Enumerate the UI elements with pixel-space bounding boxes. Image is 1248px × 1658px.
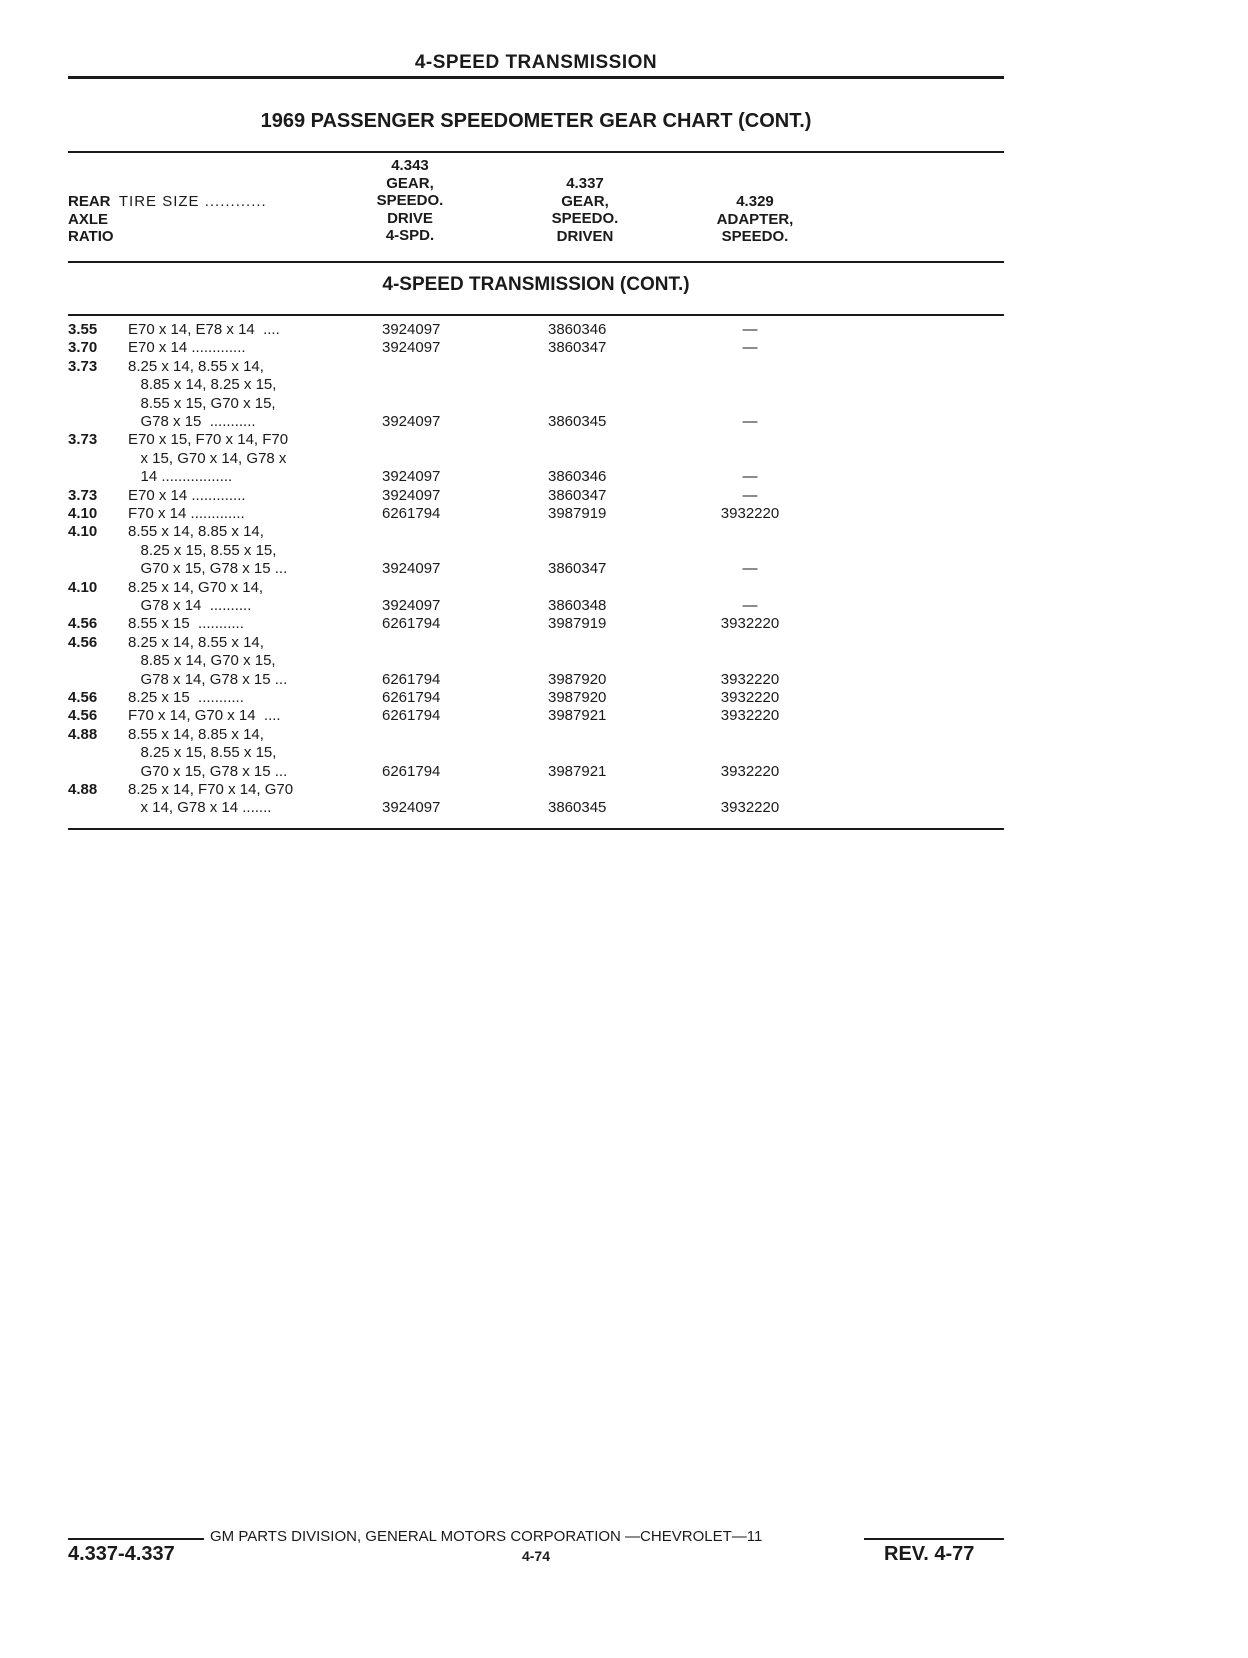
- cell-adapter: 3932220: [720, 615, 780, 633]
- cell-driven-gear: 3860345: [548, 799, 607, 817]
- cell-tire-size: x 15, G70 x 14, G78 x: [128, 449, 287, 467]
- cell-adapter: 3932220: [720, 670, 780, 688]
- cell-tire-size: 14 .................: [128, 468, 233, 486]
- header-driven-line: SPEEDO.: [551, 210, 619, 227]
- header-drive-line: DRIVE: [387, 209, 433, 227]
- section-title: 4-SPEED TRANSMISSION: [414, 52, 658, 73]
- cell-adapter: —: [742, 597, 758, 614]
- cell-adapter: 3932220: [720, 799, 780, 817]
- cell-drive-gear: 6261794: [382, 689, 441, 706]
- cell-driven-gear: 3987920: [548, 670, 607, 688]
- footer-rule-left: [68, 1538, 204, 1540]
- cell-ratio: 4.88: [68, 725, 98, 743]
- cell-ratio: 3.55: [68, 321, 98, 338]
- cell-driven-gear: 3860347: [548, 486, 607, 504]
- header-drive-line: SPEEDO.: [376, 192, 444, 209]
- rule-chart: [68, 151, 1004, 153]
- cell-tire-size: 8.55 x 14, 8.85 x 14,: [128, 725, 264, 743]
- header-drive-gear: [355, 157, 465, 245]
- cell-tire-size: E70 x 14 .............: [128, 339, 246, 357]
- cell-drive-gear: 3924097: [382, 597, 441, 614]
- footer-revision: REV. 4-77: [884, 1543, 975, 1565]
- cell-ratio: 3.73: [68, 431, 98, 449]
- header-tire-size: TIRE SIZE ............: [118, 193, 267, 210]
- cell-driven-gear: 3987919: [548, 505, 607, 522]
- cell-tire-size: 8.25 x 14, 8.55 x 14,: [128, 357, 264, 375]
- chart-title: 1969 PASSENGER SPEEDOMETER GEAR CHART (CONT.): [260, 110, 812, 132]
- cell-drive-gear: 3924097: [382, 799, 441, 817]
- cell-tire-size: E70 x 14 .............: [128, 486, 246, 504]
- cell-driven-gear: 3987921: [548, 707, 607, 725]
- cell-driven-gear: 3987919: [548, 615, 607, 633]
- cell-drive-gear: 3924097: [382, 486, 441, 504]
- cell-ratio: 4.10: [68, 523, 98, 541]
- header-driven-line: GEAR,: [561, 192, 609, 210]
- header-adapter: [690, 193, 820, 246]
- cell-tire-size: 8.55 x 14, 8.85 x 14,: [128, 523, 264, 541]
- cell-drive-gear: 6261794: [382, 707, 441, 725]
- cell-tire-size: E70 x 15, F70 x 14, F70: [128, 431, 289, 449]
- cell-adapter: 3932220: [720, 707, 780, 725]
- cell-ratio: 4.56: [68, 615, 98, 633]
- cell-tire-size: x 14, G78 x 14 .......: [128, 799, 272, 817]
- header-adapter-line: SPEEDO.: [721, 228, 789, 245]
- cell-drive-gear: 6261794: [382, 670, 441, 688]
- cell-adapter: 3932220: [720, 505, 780, 522]
- cell-ratio: 4.10: [68, 578, 98, 596]
- footer-page-number: 4-74: [521, 1548, 551, 1564]
- footer-corporation: GM PARTS DIVISION, GENERAL MOTORS CORPORATION —CHEVROLET—11: [210, 1528, 763, 1545]
- rule-top: [68, 76, 1004, 79]
- cell-ratio: 4.88: [68, 781, 98, 798]
- cell-tire-size: G70 x 15, G78 x 15 ...: [128, 560, 288, 578]
- cell-drive-gear: 3924097: [382, 468, 441, 486]
- cell-drive-gear: 3924097: [382, 321, 441, 338]
- cell-driven-gear: 3860346: [548, 321, 607, 338]
- cell-driven-gear: 3987920: [548, 689, 607, 706]
- cell-tire-size: 8.85 x 14, G70 x 15,: [128, 652, 276, 670]
- cell-driven-gear: 3860347: [548, 339, 607, 357]
- cell-ratio: 3.73: [68, 357, 98, 375]
- cell-driven-gear: 3860346: [548, 468, 607, 486]
- cell-drive-gear: 3924097: [382, 339, 441, 357]
- header-driven-line: 4.337: [566, 175, 604, 192]
- cell-ratio: 4.56: [68, 633, 98, 651]
- subheader-title: 4-SPEED TRANSMISSION (CONT.): [382, 274, 690, 295]
- cell-ratio: 4.56: [68, 689, 98, 706]
- header-adapter-line: 4.329: [736, 193, 774, 210]
- cell-adapter: 3932220: [720, 762, 780, 780]
- cell-tire-size: 8.25 x 14, F70 x 14, G70: [128, 781, 294, 798]
- rule-bottom: [68, 828, 1004, 830]
- cell-drive-gear: 6261794: [382, 615, 441, 633]
- cell-driven-gear: 3860347: [548, 560, 607, 578]
- header-adapter-line: ADAPTER,: [716, 210, 794, 228]
- header-rear-axle-ratio: [68, 193, 358, 246]
- cell-ratio: 3.73: [68, 486, 98, 504]
- header-driven-line: DRIVEN: [556, 227, 614, 245]
- cell-tire-size: F70 x 14, G70 x 14 ....: [128, 707, 281, 725]
- cell-adapter: —: [742, 560, 758, 578]
- cell-drive-gear: 3924097: [382, 560, 441, 578]
- cell-adapter: —: [742, 486, 758, 504]
- header-ratio: RATIO: [68, 228, 114, 245]
- footer-rule-right: [864, 1538, 1004, 1540]
- cell-ratio: 4.56: [68, 707, 98, 725]
- header-drive-line: GEAR,: [386, 174, 434, 192]
- cell-ratio: 4.10: [68, 505, 98, 522]
- cell-tire-size: 8.25 x 15 ...........: [128, 689, 244, 706]
- cell-tire-size: E70 x 14, E78 x 14 ....: [128, 321, 280, 338]
- cell-tire-size: 8.25 x 14, G70 x 14,: [128, 578, 264, 596]
- header-drive-line: 4-SPD.: [385, 227, 435, 244]
- cell-drive-gear: 6261794: [382, 505, 441, 522]
- cell-driven-gear: 3860345: [548, 413, 607, 430]
- cell-tire-size: 8.25 x 15, 8.55 x 15,: [128, 541, 277, 559]
- header-axle: AXLE: [68, 210, 109, 228]
- header-rear: REAR TIRE SIZE ............: [68, 193, 267, 210]
- header-drive-line: 4.343: [391, 157, 429, 174]
- cell-adapter: —: [742, 321, 758, 338]
- rule-header: [68, 261, 1004, 263]
- cell-drive-gear: 3924097: [382, 413, 441, 430]
- footer-section-code: 4.337-4.337: [68, 1543, 175, 1565]
- cell-tire-size: 8.25 x 14, 8.55 x 14,: [128, 633, 264, 651]
- cell-tire-size: 8.85 x 14, 8.25 x 15,: [128, 376, 277, 394]
- cell-driven-gear: 3860348: [548, 597, 607, 614]
- cell-tire-size: G78 x 15 ...........: [128, 413, 256, 430]
- cell-tire-size: 8.55 x 15 ...........: [128, 615, 244, 633]
- cell-driven-gear: 3987921: [548, 762, 607, 780]
- rule-subheader: [68, 314, 1004, 316]
- cell-adapter: —: [742, 468, 758, 486]
- cell-adapter: 3932220: [720, 689, 780, 706]
- header-driven-gear: [530, 175, 640, 245]
- cell-tire-size: G70 x 15, G78 x 15 ...: [128, 762, 288, 780]
- cell-tire-size: G78 x 14 ..........: [128, 597, 252, 614]
- cell-tire-size: 8.55 x 15, G70 x 15,: [128, 394, 276, 412]
- cell-ratio: 3.70: [68, 339, 98, 357]
- cell-drive-gear: 6261794: [382, 762, 441, 780]
- cell-tire-size: 8.25 x 15, 8.55 x 15,: [128, 744, 277, 762]
- cell-adapter: —: [742, 339, 758, 357]
- cell-adapter: —: [742, 413, 758, 430]
- cell-tire-size: F70 x 14 .............: [128, 505, 245, 522]
- cell-tire-size: G78 x 14, G78 x 15 ...: [128, 670, 288, 688]
